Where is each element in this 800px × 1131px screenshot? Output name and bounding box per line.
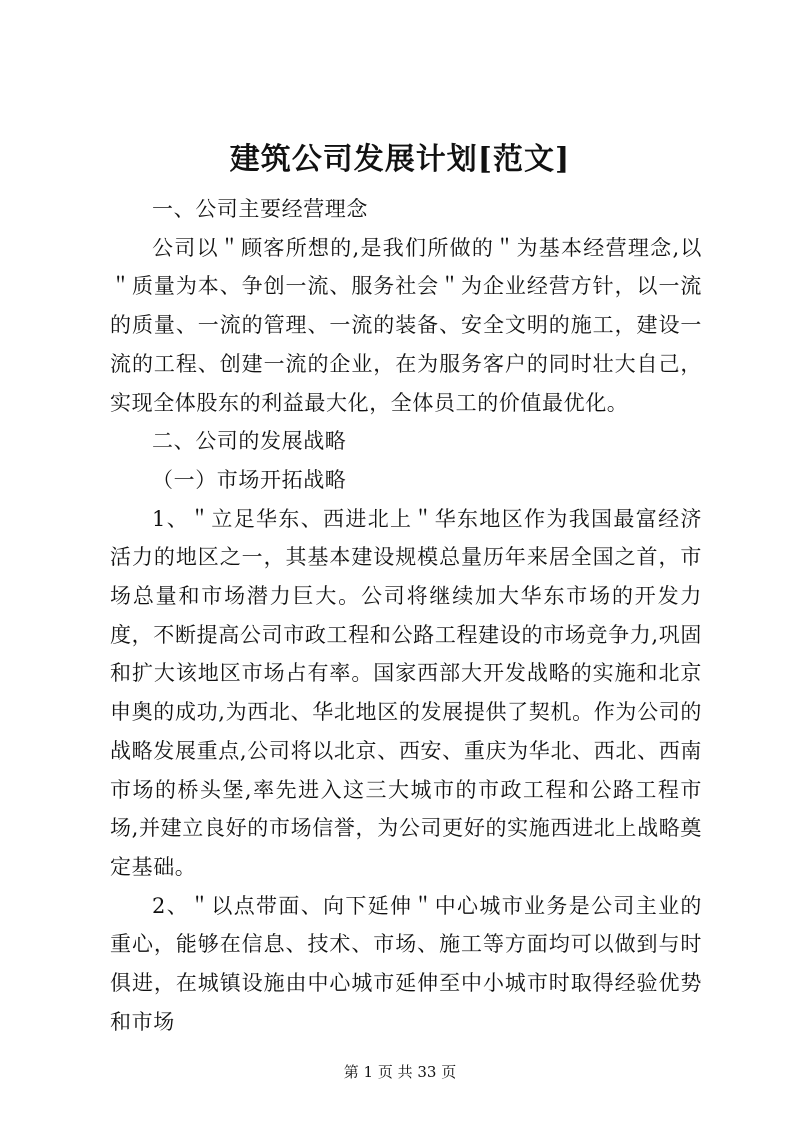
subsection-heading-1: （一）市场开拓战略: [152, 467, 347, 492]
paragraph-strategy-2: 2、＂以点带面、向下延伸＂中心城市业务是公司主业的重心，能够在信息、技术、市场、施工等方面均可以做到与时俱进，在城镇设施由中心城市延伸至中小城市时取得经验优势和市场: [110, 893, 702, 1034]
paragraph-business-philosophy: 公司以＂顾客所想的,是我们所做的＂为基本经营理念,以＂质量为本、争创一流、服务社会＂为企业经营方针，以一流的质量、一流的管理、一流的装备、安全文明的施工，建设一流的工程、创建一流的企业，在为服务客户的同时壮大自己，实现全体股东的利益最大化，全体员工的价值最优化。: [110, 235, 702, 415]
section-heading-1: 一、公司主要经营理念: [152, 197, 368, 221]
page-footer: 第 1 页 共 33 页: [343, 1063, 457, 1081]
document-body: [110, 190, 702, 1041]
paragraph-strategy-1: 1、＂立足华东、西进北上＂华东地区作为我国最富经济活力的地区之一，其基本建设规模总量历年来居全国之首，市场总量和市场潜力巨大。公司将继续加大华东市场的开发力度，不断提高公司市政工程和公路工程建设的市场竞争力,巩固和扩大该地区市场占有率。国家西部大开发战略的实施和北京申奥的成功,为西北、华北地区的发展提供了契机。作为公司的战略发展重点,公司将以北京、西安、重庆为华北、西北、西南市场的桥头堡,率先进入这三大城市的市政工程和公路工程市场,并建立良好的市场信誉，为公司更好的实施西进北上战略奠定基础。: [110, 506, 702, 879]
document-title: 建筑公司发展计划[范文]: [229, 142, 571, 177]
section-heading-2: 二、公司的发展战略: [152, 429, 347, 454]
